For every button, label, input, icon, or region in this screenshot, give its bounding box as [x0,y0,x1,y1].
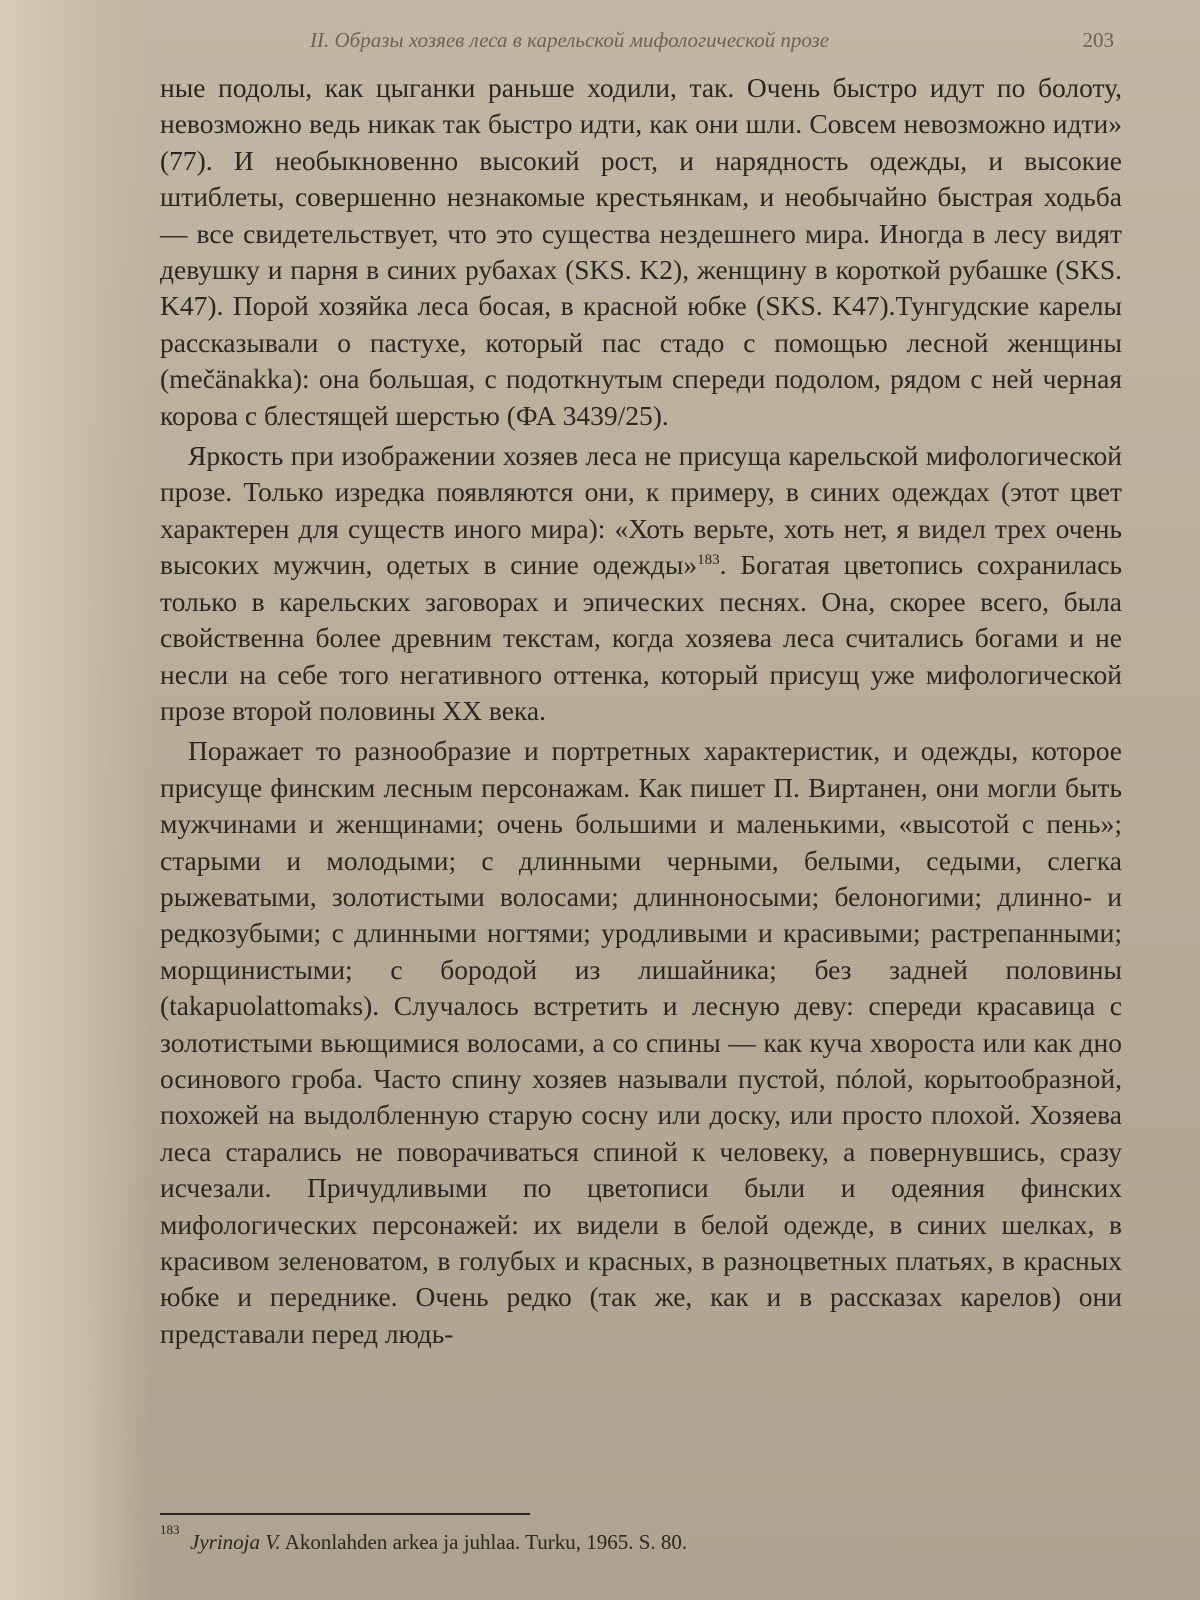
paragraph-3: Поражает то разнообразие и портретных характеристик, и одежды, которое присуще финским лесным персонажам. Как пишет П. Виртанен, они могли быть мужчинами и женщинами; очень большими и маленькими, «высотой с пень»; старыми и молодыми; с длинными черными, белыми, седыми, слегка рыжеватыми, золотистыми волосами; длинноносыми; белоногими; длинно- и редкозубыми; с длинными ногтями; уродливыми и красивыми; растрепанными; морщинистыми; с бородой из лишайника; без задней половины (takapuolattomaks). Случалось встретить и лесную деву: спереди красавица с золотистыми вьющимися волосами, а со спины — как куча хвороста или как дно осинового гроба. Часто спину хозяев называли пустой, пóлой, корытообразной, похожей на выдолбленную старую сосну или доску, или просто плохой. Хозяева леса старались не поворачиваться спиной к человеку, а повернувшись, сразу исчезали. Причудливыми по цветописи были и одеяния финских мифологических персонажей: их видели в белой одежде, в синих шелках, в красивом зеленоватом, в голубых и красных, в разноцветных платьях, в красных юбке и переднике. Очень редко (так же, как и в рассказах карелов) они представали перед людь- [160,735,1122,1349]
footnote-author: Jyrinoja V. [190,1530,281,1554]
footnote-number: 183 [160,1522,180,1537]
footnote [160,1524,1060,1556]
page-gutter [0,0,150,1600]
page-number: 203 [1082,28,1114,52]
page-content [160,22,1122,1554]
body-text [160,70,1122,1352]
paragraph-1: ные подолы, как цыганки раньше ходили, так. Очень быстро идут по болоту, невозможно ведь никак так быстро идти, как они шли. Совсем невозможно идти» (77). И необыкновенно высокий рост, и нарядность одежды, и высокие штиблеты, совершенно незнакомые крестьянкам, и необычайно быстрая ходьба — все свидетельствует, что это существа нездешнего мира. Иногда в лесу видят девушку и парня в синих рубахах (SKS. K2), женщину в короткой рубашке (SKS. K47). Порой хозяйка леса босая, в красной юбке (SKS. K47).Тунгудские карелы рассказывали о пастухе, который пас стадо с помощью лесной женщины (mečänakka): она большая, с подоткнутым спереди подолом, рядом с ней черная корова с блестящей шерстью (ФА 3439/25). [160,72,1122,431]
paragraph-2 [160,438,1122,729]
footnote-citation: Akonlahden arkea ja juhlaa. Turku, 1965. S. 80. [280,1530,688,1554]
footnote-rule [160,1513,530,1515]
paragraph-2-text-b: . Богатая цветопись сохранилась только в карельских заговорах и эпических песнях. Она, скорее всего, была свойственна более древним текстам, когда хозяева леса считались богами и не несли на себе того негативного оттенка, который присущ уже мифологической прозе второй половины XX века. [160,549,1122,726]
footnote-reference: 183 [697,552,720,569]
running-head [160,22,1122,62]
running-head-title: II. Образы хозяев леса в карельской мифологической прозе [310,28,830,52]
paragraph-2-text-a: Яркость при изображении хозяев леса не присуща карельской мифологической прозе. Только изредка появляются они, к примеру, в синих одеждах (этот цвет характерен для существ иного мира): «Хоть верьте, хоть нет, я видел трех очень высоких мужчин, одетых в синие одежды» [160,440,1122,581]
footnote-text [160,1528,1060,1556]
